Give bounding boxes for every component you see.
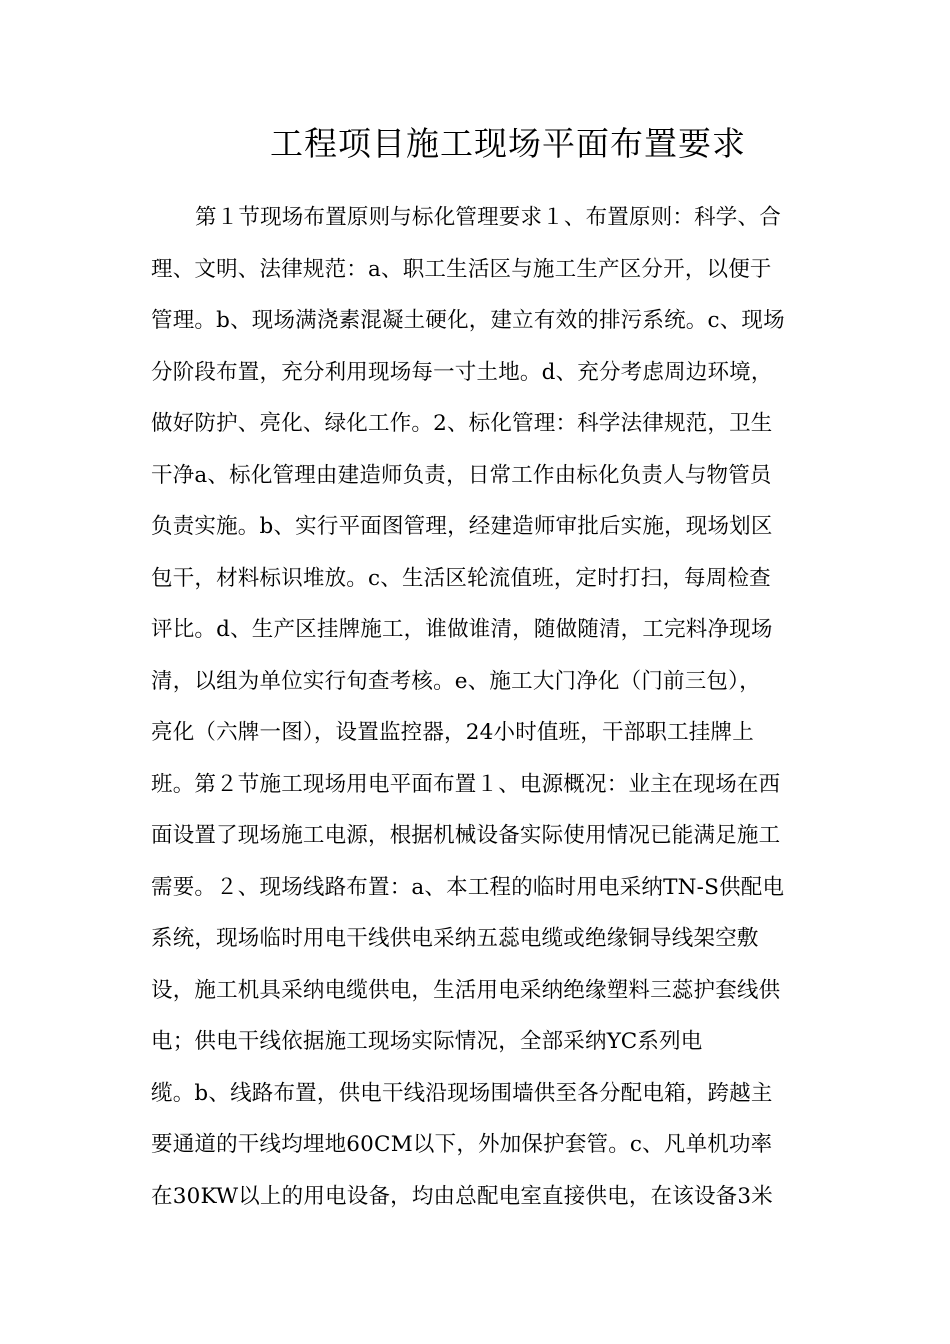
body-line: 包干，材料标识堆放。c、生活区轮流值班，定时打扫，每周检查 bbox=[151, 565, 771, 591]
body-line: 分阶段布置，充分利用现场每一寸土地。d、充分考虑周边环境， bbox=[151, 359, 773, 385]
document-title: 工程项目施工现场平面布置要求 bbox=[270, 124, 746, 163]
document-body bbox=[151, 192, 811, 1222]
body-line: 第１节现场布置原则与标化管理要求１、布置原则：科学、合 bbox=[195, 205, 781, 230]
body-line: 干净a、标化管理由建造师负责，日常工作由标化负责人与物管员 bbox=[151, 462, 772, 488]
body-line: 设，施工机具采纳电缆供电，生活用电采纳绝缘塑料三蕊护套线供 bbox=[151, 977, 781, 1003]
body-line: 面设置了现场施工电源，根据机械设备实际使用情况已能满足施工 bbox=[151, 823, 781, 848]
body-line: 要通道的干线均埋地60CM以下，外加保护套管。c、凡单机功率 bbox=[151, 1132, 773, 1157]
body-line: 缆。b、线路布置，供电干线沿现场围墙供至各分配电箱，跨越主 bbox=[151, 1080, 773, 1106]
body-line: 理、文明、法律规范：a、职工生活区与施工生产区分开，以便于 bbox=[151, 256, 772, 282]
body-line: 需要。２、现场线路布置：a、本工程的临时用电采纳TN-S供配电 bbox=[151, 874, 785, 900]
body-line: 负责实施。b、实行平面图管理，经建造师审批后实施，现场划区 bbox=[151, 514, 773, 539]
body-line: 做好防护、亮化、绿化工作。2、标化管理：科学法律规范，卫生 bbox=[151, 411, 773, 436]
body-line: 评比。d、生产区挂牌施工，谁做谁清，随做随清，工完料净现场 bbox=[151, 617, 773, 642]
body-line: 亮化（六牌一图），设置监控器，24小时值班，干部职工挂牌上 bbox=[151, 720, 754, 745]
body-line: 电；供电干线依据施工现场实际情况，全部采纳YC系列电 bbox=[151, 1029, 703, 1054]
body-line: 在30KW以上的用电设备，均由总配电室直接供电，在该设备3米 bbox=[151, 1183, 773, 1209]
body-line: 管理。b、现场满浇素混凝土硬化，建立有效的排污系统。c、现场 bbox=[151, 308, 785, 333]
body-line: 系统，现场临时用电干线供电采纳五蕊电缆或绝缘铜导线架空敷 bbox=[151, 926, 759, 951]
body-line: 清，以组为单位实行旬查考核。e、施工大门净化（门前三包）， bbox=[151, 668, 761, 694]
body-line: 班。第２节施工现场用电平面布置１、电源概况：业主在现场在西 bbox=[151, 771, 781, 797]
